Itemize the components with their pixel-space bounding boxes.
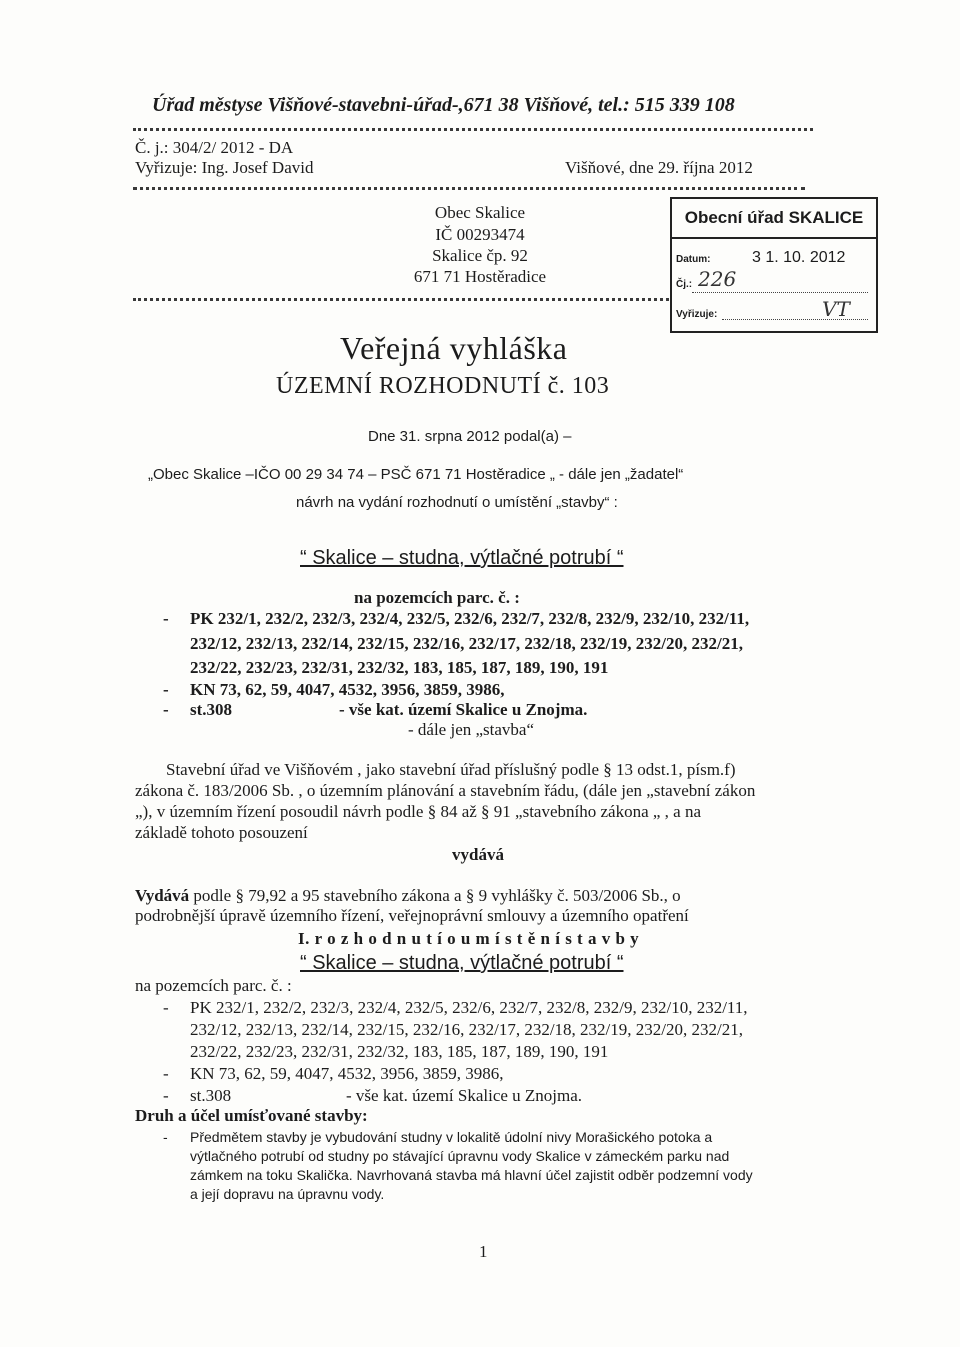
pk-parcels-line: 232/22, 232/23, 232/31, 232/32, 183, 185, 187, 189, 190, 191 xyxy=(190,658,609,677)
list-dash: - xyxy=(163,1129,168,1145)
list-dash: - xyxy=(163,1064,169,1083)
cadastral-area: - vše kat. území Skalice u Znojma. xyxy=(339,700,588,719)
project-title: “ Skalice – studna, výtlačné potrubí “ xyxy=(300,952,624,974)
stamp-cj-handwritten: 226 xyxy=(698,267,737,291)
recipient-city: 671 71 Hostěradice xyxy=(413,267,547,286)
pk-parcels-line: 232/12, 232/13, 232/14, 232/15, 232/16, 232/17, 232/18, 232/19, 232/20, 232/21, xyxy=(190,1020,743,1039)
stamp-date-value: 3 1. 10. 2012 xyxy=(752,249,846,266)
office-line: Úřad městyse Višňové-stavebni-úřad-,671 38 Višňové, tel.: 515 339 108 xyxy=(152,94,735,116)
pk-parcels-line: 232/22, 232/23, 232/31, 232/32, 183, 185, 187, 189, 190, 191 xyxy=(190,1042,609,1061)
purpose-heading: Druh a účel umísťované stavby: xyxy=(135,1106,368,1125)
intro-date: Dne 31. srpna 2012 podal(a) – xyxy=(368,428,572,445)
cadastral-area: - vše kat. území Skalice u Znojma. xyxy=(346,1086,583,1105)
parcels-label: na pozemcích parc. č. : xyxy=(135,976,292,995)
pk-parcels-line: PK 232/1, 232/2, 232/3, 232/4, 232/5, 232/6, 232/7, 232/8, 232/9, 232/10, 232/11, xyxy=(190,609,750,628)
paragraph-line: základě tohoto posouzení xyxy=(135,823,308,842)
decision-heading: I. r o z h o d n u t í o u m í s t ě n í s t a v b y xyxy=(298,929,640,948)
dotted-divider xyxy=(133,128,813,131)
paragraph-text: podle § 79,92 a 95 stavebního zákona a § 9 vyhlášky č. 503/2006 Sb., o xyxy=(189,886,681,905)
stavba-note: - dále jen „stavba“ xyxy=(408,720,535,739)
recipient-street: Skalice čp. 92 xyxy=(432,246,528,265)
stamp-title: Obecní úřad SKALICE xyxy=(672,199,876,239)
handler: Vyřizuje: Ing. Josef David xyxy=(135,158,314,177)
reference-number: Č. j.: 304/2/ 2012 - DA xyxy=(135,138,294,157)
list-dash: - xyxy=(163,680,169,699)
dotted-divider xyxy=(133,187,805,190)
applicant-line: „Obec Skalice –IČO 00 29 34 74 – PSČ 671 71 Hostěradice „ - dále jen „žadatel“ xyxy=(148,466,684,483)
stamp-handler-handwritten: VT xyxy=(822,297,850,321)
stamp-cj-label: Čj.: xyxy=(676,279,693,290)
st-parcel: st.308 xyxy=(190,1086,232,1105)
paragraph-line: zákona č. 183/2006 Sb. , o územním plánování a stavebním řádu, (dále jen „stavební zákon xyxy=(135,781,756,800)
paragraph-line: podrobnější úpravě územního řízení, veřejnoprávní smlouvy a územního opatření xyxy=(135,906,689,925)
list-dash: - xyxy=(163,700,169,719)
st-parcel: st.308 xyxy=(190,700,233,719)
pk-parcels-line: 232/12, 232/13, 232/14, 232/15, 232/16, 232/17, 232/18, 232/19, 232/20, 232/21, xyxy=(190,634,743,653)
paragraph-line xyxy=(135,886,681,906)
paragraph-line: „), v územním řízení posoudil návrh podle § 84 až § 91 „stavebního zákona „ , a na xyxy=(135,802,702,821)
pk-parcels-line: PK 232/1, 232/2, 232/3, 232/4, 232/5, 232/6, 232/7, 232/8, 232/9, 232/10, 232/11, xyxy=(190,998,748,1017)
list-dash: - xyxy=(163,609,169,628)
purpose-line: a její dopravu na úpravnu vody. xyxy=(190,1186,385,1202)
stamp-handler-label: Vyřizuje: xyxy=(676,309,718,320)
vydava-heading: vydává xyxy=(452,845,504,864)
purpose-line: Předmětem stavby je vybudování studny v lokalitě údolní nivy Morašického potoka a xyxy=(190,1129,713,1145)
stamp-line xyxy=(722,319,868,320)
document-title: Veřejná vyhláška xyxy=(340,330,568,366)
proposal-line: návrh na vydání rozhodnutí o umístění „stavby“ : xyxy=(296,494,618,511)
letter-date: Višňové, dne 29. října 2012 xyxy=(565,158,753,177)
stamp-date-label: Datum: xyxy=(676,254,711,265)
received-stamp xyxy=(670,197,878,333)
page-number: 1 xyxy=(479,1242,488,1261)
stamp-line xyxy=(692,292,868,293)
document-subtitle: ÚZEMNÍ ROZHODNUTÍ č. 103 xyxy=(276,373,610,399)
list-dash: - xyxy=(163,998,169,1017)
dotted-divider xyxy=(133,298,669,301)
recipient-name: Obec Skalice xyxy=(434,203,526,222)
list-dash: - xyxy=(163,1086,169,1105)
purpose-line: výtlačného potrubí od studny po stávající úpravnu vody Skalice v zámeckém parku nad xyxy=(190,1148,730,1164)
kn-parcels-line: KN 73, 62, 59, 4047, 4532, 3956, 3859, 3986, xyxy=(190,1064,504,1083)
project-title: “ Skalice – studna, výtlačné potrubí “ xyxy=(300,547,624,569)
purpose-line: zámkem na toku Skalička. Navrhovaná stavba má hlavní účel zajistit odběr podzemní vody xyxy=(190,1167,753,1183)
recipient-ico: IČ 00293474 xyxy=(435,225,525,244)
kn-parcels-line: KN 73, 62, 59, 4047, 4532, 3956, 3859, 3986, xyxy=(190,680,505,699)
paragraph-line: Stavební úřad ve Višňovém , jako stavební úřad příslušný podle § 13 odst.1, písm.f) xyxy=(166,760,736,779)
vydava-bold: Vydává xyxy=(135,886,190,905)
parcels-label: na pozemcích parc. č. : xyxy=(354,588,520,607)
